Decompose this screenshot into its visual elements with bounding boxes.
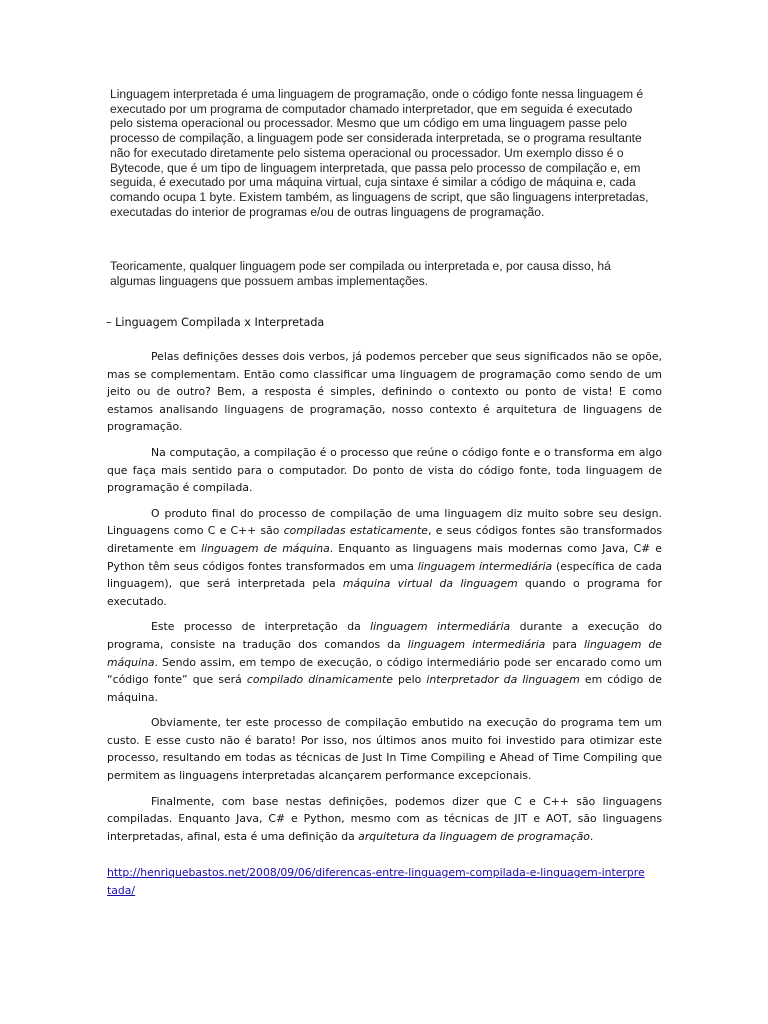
article-paragraph-2: Na computação, a compilação é o processo que reúne o código fonte e o transforma em algo que faça mais sentido para o computador. Do ponto de vista do código fonte, toda linguagem de programação é compilada. — [107, 445, 662, 495]
text-run: para — [545, 637, 584, 651]
text-run: . Sendo assim, em tempo de execução, o código intermediário pode ser encarado como um “código fonte” que será — [107, 655, 662, 687]
italic-text: compilado dinamicamente — [246, 673, 393, 687]
text-run: , e seus códigos fontes são transformados diretamente em — [107, 524, 662, 555]
text-run: pelo — [392, 673, 427, 687]
italic-text: linguagem de máquina — [201, 541, 330, 555]
bold-text: interpretada — [237, 577, 306, 591]
section-heading: – Linguagem Compilada x Interpretada — [106, 316, 325, 329]
bold-text: interpretação — [264, 620, 338, 634]
source-link[interactable]: http://henriquebastos.net/2008/09/06/diferencas-entre-linguagem-compilada-e-linguagem-interpretada/ — [107, 866, 645, 897]
text-run: durante a execução do programa, consiste na tradução dos comandos da — [107, 620, 663, 651]
italic-text: máquina virtual da linguagem — [342, 577, 518, 591]
bold-text: arquitetura de linguagens de programação — [107, 402, 662, 434]
text-run: . — [178, 420, 183, 434]
text-run: da — [337, 620, 371, 634]
article-paragraph-6 — [107, 793, 662, 846]
text-run: (específica de cada linguagem), que será — [107, 559, 662, 591]
italic-text: compiladas estaticamente — [283, 524, 428, 538]
italic-text: linguagem intermediária — [370, 620, 511, 634]
article-paragraph-3 — [107, 505, 662, 611]
italic-text: arquitetura da linguagem de programação — [358, 829, 590, 843]
intro-paragraph-2: Teoricamente, qualquer linguagem pode ser compilada ou interpretada e, por causa disso, há algumas linguagens que possuem ambas implementações. — [110, 259, 611, 288]
italic-text: linguagem de máquina — [107, 637, 662, 669]
italic-text: linguagem intermediária — [407, 637, 546, 651]
text-run: . — [589, 829, 594, 843]
article-body — [107, 348, 662, 853]
italic-text: linguagem intermediária — [417, 559, 553, 573]
intro-paragraph-1: Linguagem interpretada é uma linguagem de programação, onde o código fonte nessa linguagem é executado por um programa de computador chamado interpretador, que em seguida é executado pelo sistema operacional ou processador. Mesmo que um código em uma linguagem passe pelo processo de compilação, a linguagem pode ser considerada interpretada, se o programa resultante não for executado diretamente pelo sistema operacional ou processador. Um exemplo disso é o Bytecode, que é um tipo de linguagem interpretada, que passa pelo processo de compilação e, em seguida, é executado por uma máquina virtual, cuja sintaxe é similar a código de máquina e, cada comando ocupa 1 byte. Existem também, as linguagens de script, que são linguagens interpretadas, executadas do interior de programas e/ou de outras linguagens de programação. — [110, 87, 649, 219]
text-run: pela — [305, 577, 343, 591]
text-run: O produto final do processo de compilação de uma linguagem diz muito sobre seu design. Linguagens como C e C++ são — [107, 506, 662, 538]
article-paragraph-4 — [107, 618, 662, 706]
text-run: Finalmente, com base nestas definições, podemos dizer que C e C++ são linguagens — [151, 794, 662, 808]
text-run: , afinal, esta é uma definição da — [180, 829, 359, 843]
text-run: . Enquanto Java, C# e Python, mesmo com as técnicas de JIT e AOT, são linguagens — [168, 812, 662, 826]
article-paragraph-5: Obviamente, ter este processo de compilação embutido na execução do programa tem um custo. E esse custo não é barato! Por isso, nos últimos anos muito foi investido para otimizar este processo, resultando em todas as técnicas de Just In Time Compiling e Ahead of Time Compiling que permitem as linguagens interpretadas alcançarem performance excepcionais. — [107, 716, 662, 783]
text-run: Este processo de — [151, 620, 265, 634]
text-run: Pelas definições desses dois verbos, já podemos perceber que seus significados não se opõe, mas se complementam. Então como classificar uma linguagem de programação como sendo de um jeito ou de outro? Bem, a resposta é simples, definindo o contexto ou ponto de vista! E como estamos analisando linguagens de programação, nosso contexto é — [107, 350, 662, 416]
article-paragraph-1 — [107, 348, 662, 436]
text-run: quando o programa for executado. — [107, 577, 663, 608]
text-run: em código de máquina. — [107, 673, 662, 704]
bold-text: compiladas — [107, 812, 169, 826]
italic-text: interpretador da linguagem — [426, 673, 580, 687]
text-run: . Enquanto as linguagens mais modernas como Java, C# e Python têm seus códigos fontes transformados em uma — [107, 541, 662, 573]
bold-text: interpretadas — [107, 829, 181, 843]
